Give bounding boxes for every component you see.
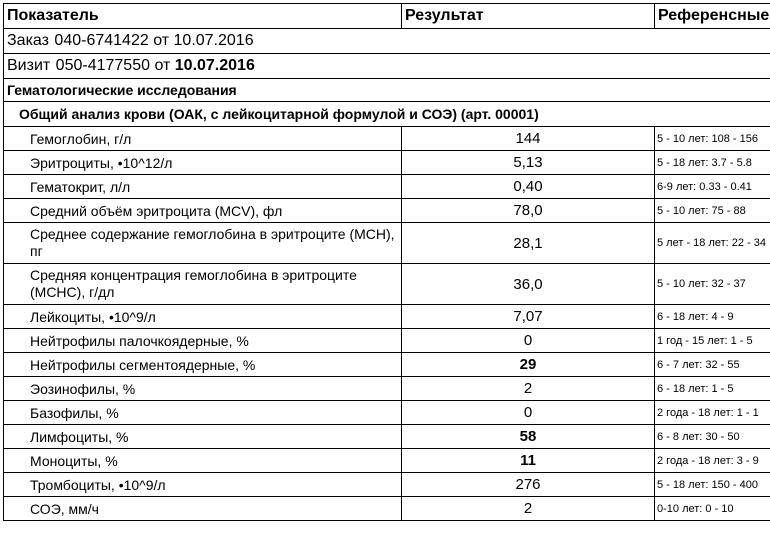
- visit-from: от: [154, 57, 171, 74]
- subsection-title: Общий анализ крови (ОАК, с лейкоцитарной формулой и СОЭ) (арт. 00001): [4, 102, 770, 127]
- indicator-name: Гемоглобин, г/л: [4, 127, 402, 151]
- result-value: 58: [402, 425, 655, 449]
- header-indicator: Показатель: [4, 4, 402, 29]
- reference-range: 1 год - 15 лет: 1 - 5: [655, 329, 770, 353]
- indicator-name: Лимфоциты, %: [4, 425, 402, 449]
- order-label: Заказ: [7, 32, 49, 49]
- order-date: 10.07.2016: [173, 32, 254, 49]
- order-number: 040-6741422: [54, 32, 149, 49]
- reference-range: 2 года - 18 лет: 3 - 9: [655, 449, 770, 473]
- result-value: 28,1: [402, 223, 655, 264]
- reference-range: 6 - 18 лет: 4 - 9: [655, 305, 770, 329]
- section-title: Гематологические исследования: [4, 79, 770, 102]
- indicator-name: Эритроциты, •10^12/л: [4, 151, 402, 175]
- results-table: [3, 3, 770, 521]
- reference-range: 6 - 8 лет: 30 - 50: [655, 425, 770, 449]
- reference-range: 5 - 10 лет: 75 - 88: [655, 199, 770, 223]
- result-value: 78,0: [402, 199, 655, 223]
- result-value: 11: [402, 449, 655, 473]
- reference-range: 5 - 18 лет: 3.7 - 5.8: [655, 151, 770, 175]
- header-result: Результат: [402, 4, 655, 29]
- reference-range: 6 - 18 лет: 1 - 5: [655, 377, 770, 401]
- table-row: [4, 425, 770, 449]
- table-row: [4, 175, 770, 199]
- table-row: [4, 151, 770, 175]
- result-value: 7,07: [402, 305, 655, 329]
- indicator-name: Эозинофилы, %: [4, 377, 402, 401]
- reference-range: 5 - 10 лет: 32 - 37: [655, 264, 770, 305]
- table-row: [4, 127, 770, 151]
- result-value: 36,0: [402, 264, 655, 305]
- reference-range: 5 лет - 18 лет: 22 - 34: [655, 223, 770, 264]
- result-value: 5,13: [402, 151, 655, 175]
- reference-range: 6 - 7 лет: 32 - 55: [655, 353, 770, 377]
- indicator-name: Моноциты, %: [4, 449, 402, 473]
- table-row: [4, 497, 770, 521]
- indicator-name: СОЭ, мм/ч: [4, 497, 402, 521]
- table-row: [4, 377, 770, 401]
- table-row: [4, 305, 770, 329]
- table-row: [4, 329, 770, 353]
- table-header: [4, 4, 770, 29]
- indicator-name: Средняя концентрация гемоглобина в эритроците (МСНС), г/дл: [4, 264, 402, 305]
- visit-number: 050-4177550: [55, 57, 150, 74]
- indicator-name: Нейтрофилы сегментоядерные, %: [4, 353, 402, 377]
- reference-range: 5 - 18 лет: 150 - 400: [655, 473, 770, 497]
- subsection-row: [4, 102, 770, 127]
- table-row: [4, 199, 770, 223]
- reference-range: 6-9 лет: 0.33 - 0.41: [655, 175, 770, 199]
- table-row: [4, 401, 770, 425]
- reference-range: 0-10 лет: 0 - 10: [655, 497, 770, 521]
- result-value: 2: [402, 377, 655, 401]
- order-row: [4, 29, 770, 54]
- visit-label: Визит: [7, 57, 51, 74]
- result-rows: [4, 127, 770, 521]
- table-row: [4, 449, 770, 473]
- indicator-name: Гематокрит, л/л: [4, 175, 402, 199]
- result-value: 0: [402, 329, 655, 353]
- indicator-name: Нейтрофилы палочкоядерные, %: [4, 329, 402, 353]
- result-value: 2: [402, 497, 655, 521]
- table-row: [4, 223, 770, 264]
- table-row: [4, 473, 770, 497]
- result-value: 0: [402, 401, 655, 425]
- order-from: от: [153, 32, 170, 49]
- indicator-name: Средний объём эритроцита (MCV), фл: [4, 199, 402, 223]
- result-value: 29: [402, 353, 655, 377]
- indicator-name: Среднее содержание гемоглобина в эритроците (МСН), пг: [4, 223, 402, 264]
- result-value: 276: [402, 473, 655, 497]
- result-value: 0,40: [402, 175, 655, 199]
- result-value: 144: [402, 127, 655, 151]
- reference-range: 5 - 10 лет: 108 - 156: [655, 127, 770, 151]
- table-row: [4, 264, 770, 305]
- indicator-name: Лейкоциты, •10^9/л: [4, 305, 402, 329]
- visit-row: [4, 54, 770, 79]
- reference-range: 2 года - 18 лет: 1 - 1: [655, 401, 770, 425]
- indicator-name: Базофилы, %: [4, 401, 402, 425]
- section-row: [4, 79, 770, 102]
- header-reference: Референсные: [655, 4, 770, 29]
- visit-date: 10.07.2016: [174, 57, 255, 74]
- indicator-name: Тромбоциты, •10^9/л: [4, 473, 402, 497]
- table-row: [4, 353, 770, 377]
